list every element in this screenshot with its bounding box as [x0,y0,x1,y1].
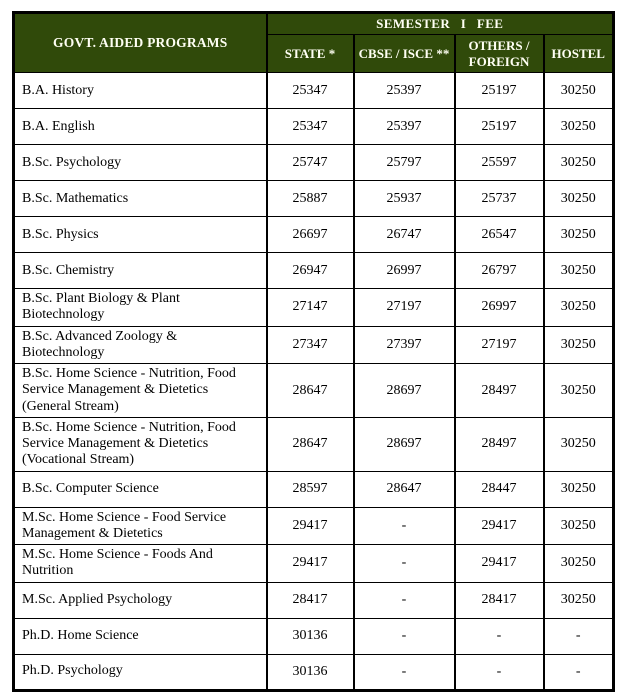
state-fee-cell: 30136 [267,618,354,654]
cbse-isce-fee-cell: - [354,545,455,582]
others-foreign-fee-cell: - [455,654,544,690]
others-foreign-fee-cell: 25597 [455,145,544,181]
others-foreign-column-header: OTHERS / FOREIGN [455,35,544,73]
others-foreign-fee-cell: 29417 [455,545,544,582]
table-row [14,181,614,217]
cbse-isce-fee-cell: - [354,582,455,618]
hostel-fee-cell: - [544,654,614,690]
hostel-fee-cell: - [544,618,614,654]
state-fee-cell: 25747 [267,145,354,181]
cbse-isce-column-header: CBSE / ISCE ** [354,35,455,73]
program-cell: Ph.D. Home Science [14,618,267,654]
cbse-isce-fee-cell: 27197 [354,289,455,326]
program-cell: B.Sc. Advanced Zoology & Biotechnology [14,326,267,363]
cbse-isce-fee-cell: 27397 [354,326,455,363]
hostel-fee-cell: 30250 [544,507,614,544]
cbse-isce-fee-cell: - [354,654,455,690]
hostel-fee-cell: 30250 [544,181,614,217]
group-header-row [14,13,614,35]
others-foreign-fee-cell: 26547 [455,217,544,253]
program-cell: Ph.D. Psychology [14,654,267,690]
table-row [14,545,614,582]
program-cell: B.A. History [14,73,267,109]
table-row [14,217,614,253]
program-cell: M.Sc. Home Science - Foods And Nutrition [14,545,267,582]
table-row [14,654,614,690]
hostel-column-header: HOSTEL [544,35,614,73]
others-foreign-fee-cell: 25737 [455,181,544,217]
state-fee-cell: 27347 [267,326,354,363]
state-fee-cell: 26947 [267,253,354,289]
state-fee-cell: 28597 [267,471,354,507]
fee-table-header [14,13,614,73]
others-foreign-fee-cell: 25197 [455,73,544,109]
state-fee-cell: 27147 [267,289,354,326]
state-fee-cell: 30136 [267,654,354,690]
program-cell: B.Sc. Mathematics [14,181,267,217]
hostel-fee-cell: 30250 [544,545,614,582]
program-cell: B.Sc. Physics [14,217,267,253]
table-row [14,109,614,145]
others-foreign-fee-cell: 28417 [455,582,544,618]
table-row [14,253,614,289]
table-row [14,73,614,109]
program-cell: B.Sc. Computer Science [14,471,267,507]
program-cell: M.Sc. Home Science - Food Service Management & Dietetics [14,507,267,544]
hostel-fee-cell: 30250 [544,253,614,289]
table-row [14,471,614,507]
cbse-isce-fee-cell: 25397 [354,109,455,145]
state-fee-cell: 28647 [267,364,354,418]
hostel-fee-cell: 30250 [544,582,614,618]
semester-fee-group-header: SEMESTER I FEE [267,13,614,35]
hostel-fee-cell: 30250 [544,145,614,181]
state-fee-cell: 25887 [267,181,354,217]
cbse-isce-fee-cell: 25397 [354,73,455,109]
table-row [14,289,614,326]
cbse-isce-fee-cell: - [354,618,455,654]
hostel-fee-cell: 30250 [544,289,614,326]
cbse-isce-fee-cell: 28697 [354,364,455,418]
hostel-fee-cell: 30250 [544,417,614,471]
others-foreign-fee-cell: 28497 [455,417,544,471]
program-cell: B.Sc. Chemistry [14,253,267,289]
cbse-isce-fee-cell: - [354,507,455,544]
state-fee-cell: 25347 [267,73,354,109]
table-row [14,326,614,363]
others-foreign-fee-cell: - [455,618,544,654]
others-foreign-fee-cell: 25197 [455,109,544,145]
program-cell: B.A. English [14,109,267,145]
others-foreign-fee-cell: 27197 [455,326,544,363]
state-fee-cell: 25347 [267,109,354,145]
others-foreign-fee-cell: 26797 [455,253,544,289]
program-cell: B.Sc. Plant Biology & Plant Biotechnology [14,289,267,326]
state-fee-cell: 26697 [267,217,354,253]
table-row [14,145,614,181]
others-foreign-fee-cell: 29417 [455,507,544,544]
program-cell: B.Sc. Psychology [14,145,267,181]
program-cell: B.Sc. Home Science - Nutrition, Food Service Management & Dietetics (General Stream) [14,364,267,418]
fee-table-body [14,73,614,690]
cbse-isce-fee-cell: 28647 [354,471,455,507]
cbse-isce-fee-cell: 25797 [354,145,455,181]
table-row [14,582,614,618]
table-row [14,507,614,544]
others-foreign-fee-cell: 28497 [455,364,544,418]
program-cell: M.Sc. Applied Psychology [14,582,267,618]
state-fee-cell: 29417 [267,507,354,544]
cbse-isce-fee-cell: 26997 [354,253,455,289]
fee-table [12,11,615,692]
state-fee-cell: 29417 [267,545,354,582]
table-row [14,417,614,471]
hostel-fee-cell: 30250 [544,326,614,363]
cbse-isce-fee-cell: 28697 [354,417,455,471]
hostel-fee-cell: 30250 [544,73,614,109]
program-column-header: GOVT. AIDED PROGRAMS [14,13,267,73]
hostel-fee-cell: 30250 [544,471,614,507]
cbse-isce-fee-cell: 26747 [354,217,455,253]
hostel-fee-cell: 30250 [544,109,614,145]
table-row [14,364,614,418]
hostel-fee-cell: 30250 [544,217,614,253]
others-foreign-fee-cell: 26997 [455,289,544,326]
state-fee-cell: 28647 [267,417,354,471]
state-fee-cell: 28417 [267,582,354,618]
cbse-isce-fee-cell: 25937 [354,181,455,217]
others-foreign-fee-cell: 28447 [455,471,544,507]
hostel-fee-cell: 30250 [544,364,614,418]
table-row [14,618,614,654]
state-column-header: STATE * [267,35,354,73]
program-cell: B.Sc. Home Science - Nutrition, Food Service Management & Dietetics (Vocational Stream) [14,417,267,471]
